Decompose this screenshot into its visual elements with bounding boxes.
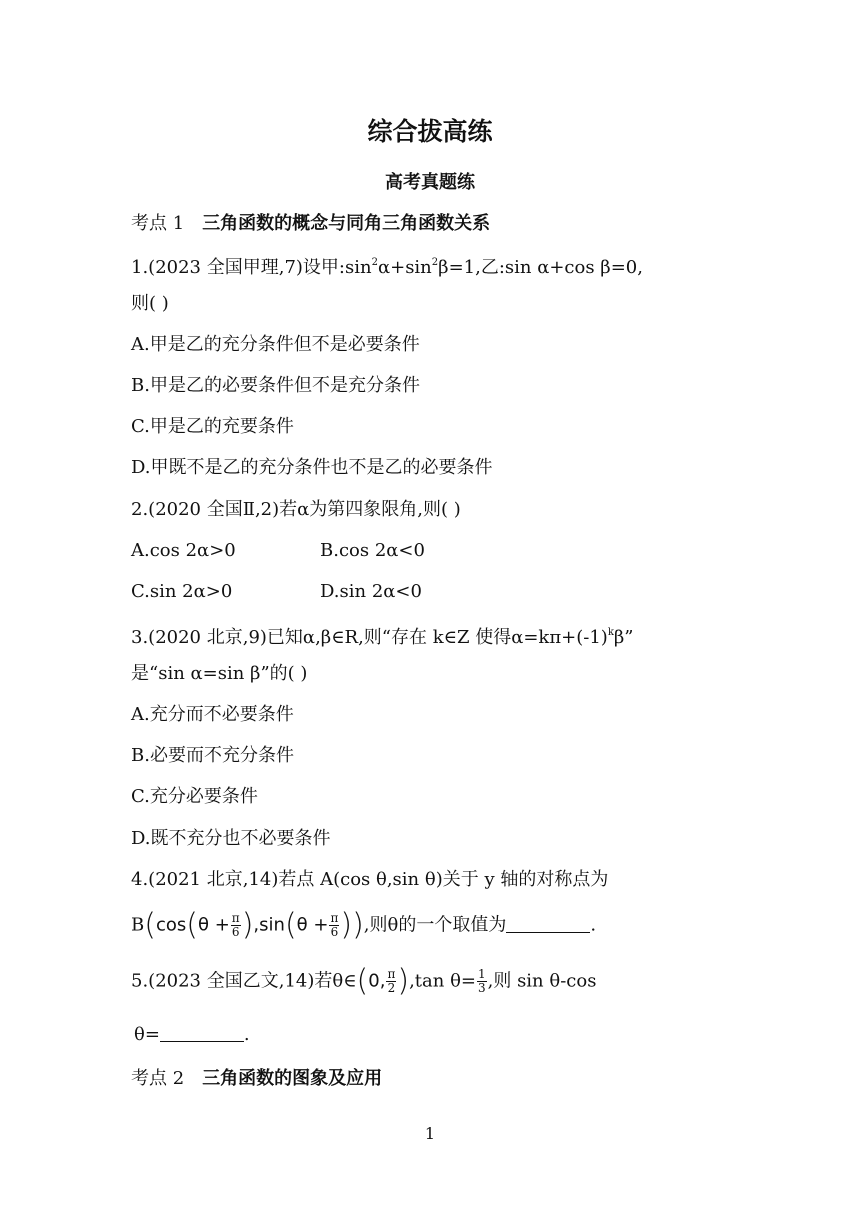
question-3-option-b: B.必要而不充分条件 <box>131 745 294 766</box>
section-heading-1 <box>131 209 490 235</box>
section-heading-2 <box>131 1064 382 1090</box>
question-1-stem-cont: 则( ) <box>131 293 169 314</box>
question-4-stem-cont: B(cos(θ + $\frac{\pi}{6}$ ),sin(θ + $\frac{\pi}{6}$ )),则θ的一个取值为 . <box>131 907 597 943</box>
question-3-stem: 3.(2020 北京,9)已知α,β∈R,则“存在 k∈Z 使得$\alpha=k\pi+(-1)^k\beta$” <box>131 627 634 648</box>
section-label: 三角函数的图象及应用 <box>202 1068 383 1089</box>
question-1-stem: 1.(2023 全国甲理,7)设甲$:\sin^2\alpha+\sin^2\beta=1$,乙:sin α+cos β=0, <box>131 257 643 278</box>
page-title: 综合拔高练 <box>367 117 493 146</box>
section-number: 考点 2 <box>131 1068 185 1089</box>
page-subtitle: 高考真题练 <box>385 172 475 193</box>
answer-blank <box>506 916 590 933</box>
question-2-option-a: A.cos 2α>0 <box>131 540 236 561</box>
question-3-option-c: C.充分必要条件 <box>131 786 258 807</box>
page-number: 1 <box>424 1124 436 1143</box>
question-1-option-b: B.甲是乙的必要条件但不是充分条件 <box>131 375 420 396</box>
question-4-stem: 4.(2021 北京,14)若点 A(cos θ,sin θ)关于 y 轴的对称点为 <box>131 869 609 890</box>
question-1-option-d: D.甲既不是乙的充分条件也不是乙的必要条件 <box>131 457 493 478</box>
question-5-stem: 5.(2023 全国乙文,14)若θ∈(0, $\frac{\pi}{2}$ ),tan θ= $\frac{1}{3}$ ,则 sin θ-cos <box>131 963 597 999</box>
question-3-stem-cont: 是“sin α=sin β”的( ) <box>131 663 308 684</box>
question-1-option-a: A.甲是乙的充分条件但不是必要条件 <box>131 334 420 355</box>
question-5-stem-cont: θ= . <box>134 1024 250 1045</box>
question-2-option-c: C.sin 2α>0 <box>131 581 233 602</box>
question-3-option-a: A.充分而不必要条件 <box>131 704 294 725</box>
section-number: 考点 1 <box>131 213 185 234</box>
question-3-option-d: D.既不充分也不必要条件 <box>131 828 331 849</box>
question-2-option-d: D.sin 2α<0 <box>320 581 422 602</box>
answer-blank <box>160 1025 244 1042</box>
question-2-stem: 2.(2020 全国Ⅱ,2)若α为第四象限角,则( ) <box>131 499 461 520</box>
question-2-option-b: B.cos 2α<0 <box>320 540 425 561</box>
section-label: 三角函数的概念与同角三角函数关系 <box>202 213 491 234</box>
question-1-option-c: C.甲是乙的充要条件 <box>131 416 294 437</box>
